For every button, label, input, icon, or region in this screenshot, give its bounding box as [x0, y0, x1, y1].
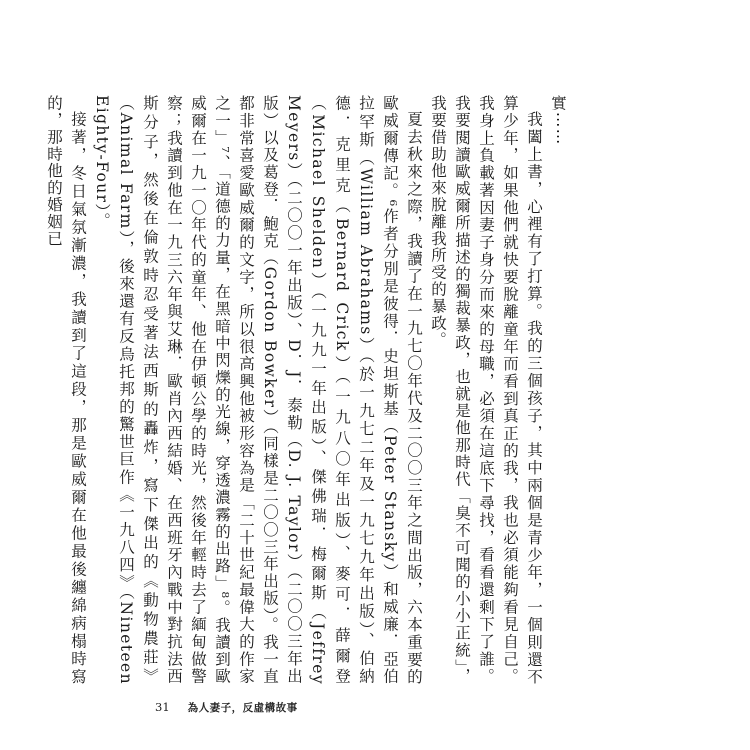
paragraph-1: 我闔上書，心裡有了打算。我的三個孩子，其中兩個是青少年，一個則還不算少年，如果他們就快要脫離童年而看到真正的我，我也必須能夠看見自己。我身上負載著因妻子身分而來的母職，必須在這底下尋找，看看還剩下了誰。我要閱讀歐威爾所描述的獨裁暴政，也就是他那時代「臭不可聞的小小正統」，我要借助他來脫離我所受的暴政。 — [429, 95, 543, 685]
page-number: 31 — [155, 700, 170, 714]
paragraph-3: 接著，冬日氣氛漸濃，我讀到了這段，那是歐威爾在他最後纏綿病榻時寫的，那時他的婚姻已 — [45, 95, 87, 685]
paragraph-continuation: 實⋯⋯ — [549, 95, 567, 146]
vertical-text-body — [45, 95, 570, 685]
page-footer — [155, 700, 298, 715]
running-title: 為人妻子，反虛構故事 — [187, 702, 298, 714]
paragraph-2: 夏去秋來之際，我讀了在一九七〇年代及二〇〇三年之間出版，六本重要的歐威爾傳記。⁶作者分別是彼得．史坦斯基（Peter Stansky）和威廉．亞伯拉罕斯（William Abrahams）（於一九七二年及一九七九年出版）、伯納德．克里克（Bernard Crick）（一九八〇年出版）、麥可．薛爾登（Michael Shelden）（一九九一年出版）、傑佛瑞．梅爾斯（Jeffrey Meyers）（二〇〇一年出版）、D．J．泰勒（D. J. Taylor）（二〇〇三年出版）以及葛登．鮑克（Gordon Bowker）（同樣是二〇〇三年出版）。我一直都非常喜愛歐威爾的文字，所以很高興他被形容為是「二十世紀最偉大的作家之一」⁷、「道德的力量，在黑暗中閃爍的光線，穿透濃霧的出路」⁸。我讀到歐威爾在一九一〇年代的童年、他在伊頓公學的時光，然後年輕時去了緬甸做警察；我讀到他在一九三六年與艾琳．歐肖內西結婚、在西班牙內戰中對抗法西斯分子，然後在倫敦時忍受著法西斯的轟炸，寫下傑出的《動物農莊》（Animal Farm），後來還有反烏托邦的驚世巨作《一九八四》（Nineteen Eighty-Four）。 — [93, 95, 423, 685]
